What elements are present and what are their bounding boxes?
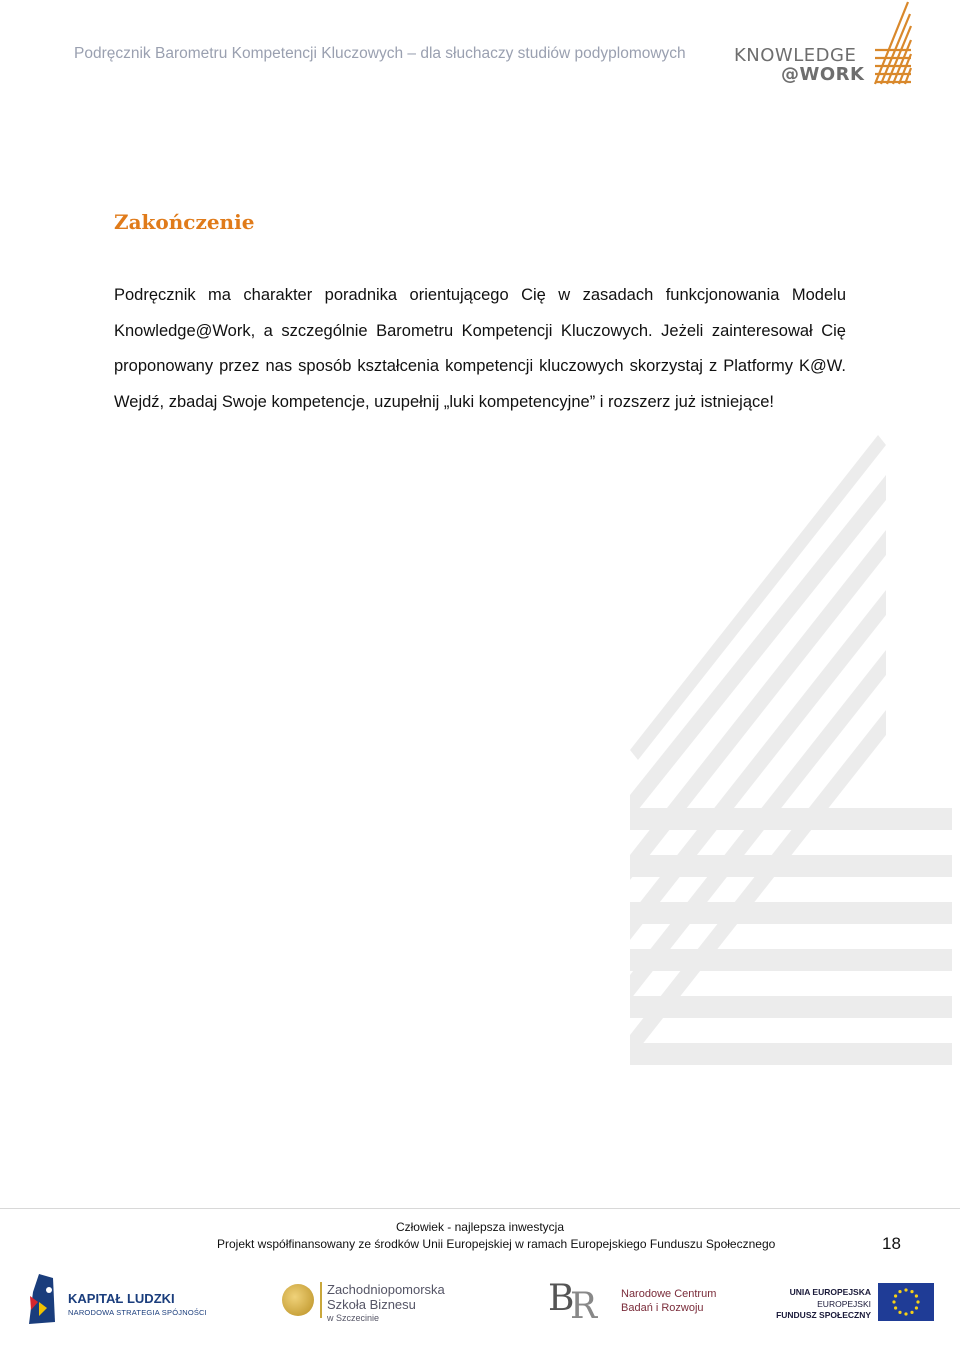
eu-name-line2: EUROPEJSKI <box>817 1299 871 1309</box>
footer-divider <box>0 1208 960 1209</box>
running-header: Podręcznik Barometru Kompetencji Kluczowych – dla słuchaczy studiów podyplomowych <box>74 45 686 62</box>
ncbr-br-icon <box>548 1272 618 1332</box>
logo-line-work: @WORK <box>781 64 865 85</box>
section-heading: Zakończenie <box>114 210 255 234</box>
eu-name-line1: UNIA EUROPEJSKA <box>789 1287 871 1297</box>
svg-text:R: R <box>570 1286 598 1327</box>
logo-line-knowledge: KNOWLEDGE <box>734 45 857 66</box>
ncbr-name-line2: Badań i Rozwoju <box>621 1302 704 1314</box>
kapital-ludzki-icon <box>25 1272 59 1326</box>
kapital-ludzki-title: KAPITAŁ LUDZKI <box>68 1291 175 1306</box>
page-number: 18 <box>882 1234 901 1253</box>
decorative-stripes <box>620 430 960 1070</box>
zsb-name-line3: w Szczecinie <box>327 1313 380 1323</box>
body-paragraph: Podręcznik ma charakter poradnika orientującego Cię w zasadach funkcjonowania Modelu Knowledge@Work, a szczególnie Barometru Kompetencji Kluczowych. Jeżeli zainteresował Cię proponowany przez nas sposób kształcenia kompetencji kluczowych skorzystaj z Platformy K@W. Wejdź, zbadaj Swoje kompetencje, uzupełnij „luki kompetencyjne” i rozszerz już istniejące! <box>114 286 846 411</box>
footer-motto: Człowiek - najlepsza inwestycja <box>395 1220 565 1234</box>
eu-name-line3: FUNDUSZ SPOŁECZNY <box>776 1310 871 1320</box>
svg-text:B: B <box>548 1278 575 1319</box>
knowledge-at-work-logo <box>730 0 930 92</box>
ncbr-name-line1: Narodowe Centrum <box>621 1288 717 1300</box>
zsb-name-line2: Szkoła Biznesu <box>327 1297 416 1312</box>
kapital-ludzki-subtitle: NARODOWA STRATEGIA SPÓJNOŚCI <box>68 1308 207 1317</box>
footer-logos <box>0 1262 960 1342</box>
footer-project-note: Projekt współfinansowany ze środków Unii Europejskiej w ramach Europejskiego Funduszu Społecznego <box>217 1237 776 1251</box>
zsb-seal-icon <box>282 1284 314 1316</box>
zsb-divider <box>320 1282 322 1318</box>
zsb-name-line1: Zachodniopomorska <box>327 1282 445 1297</box>
eu-flag-icon <box>878 1283 934 1321</box>
